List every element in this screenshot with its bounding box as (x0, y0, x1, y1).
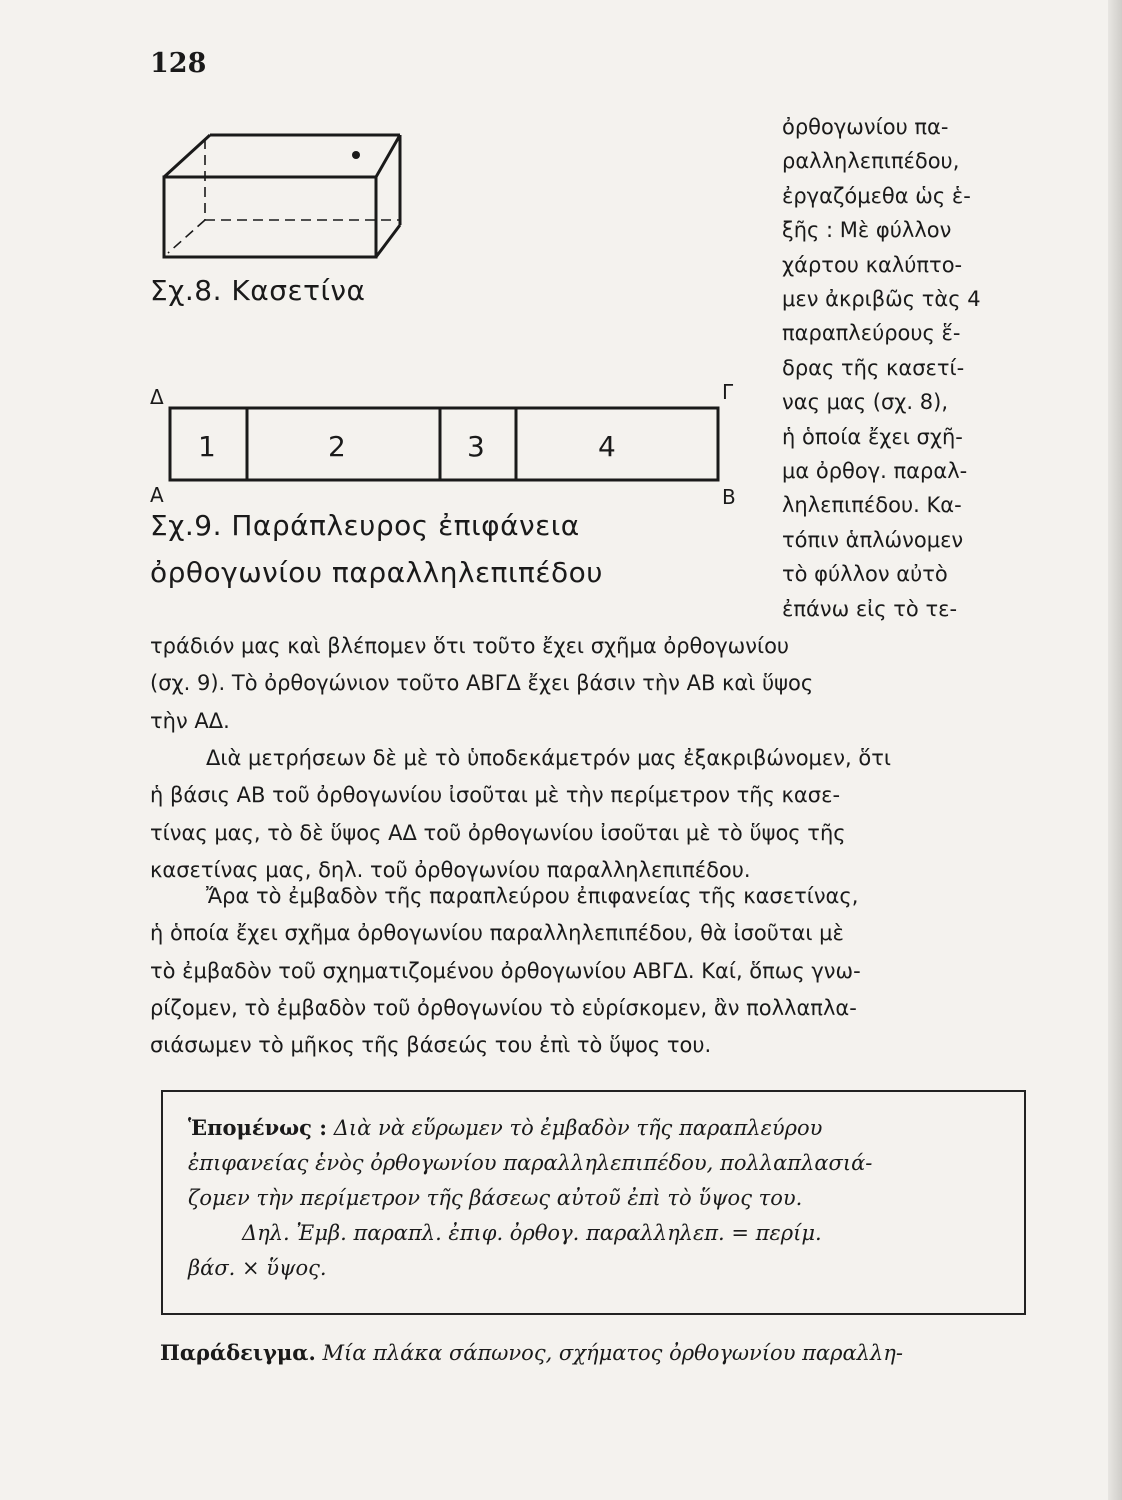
box-right-bottom-edge (376, 225, 400, 257)
text-line: ραλληλεπιπέδου, (782, 149, 960, 174)
text-line: ληλεπιπέδου. Κα- (782, 493, 962, 518)
example-text: Μία πλάκα σάπωνος, σχήματος ὀρθογωνίου παραλλη- (322, 1341, 903, 1365)
text-line: σιάσωμεν τὸ μῆκος τῆς βάσεώς του ἐπὶ τὸ ὕψος του. (150, 1033, 712, 1058)
cell-label-3: 3 (467, 430, 485, 463)
text-line: τράδιόν μας καὶ βλέπομεν ὅτι τοῦτο ἔχει σχῆμα ὀρθογωνίου (150, 634, 790, 658)
rule-line-4: Δηλ. Ἐμβ. παραπλ. ἐπιφ. ὀρθογ. παραλληλεπ. = περίμ. (242, 1221, 822, 1245)
label-d: Δ (150, 385, 164, 409)
text-line: νας μας (σχ. 8), (782, 390, 948, 415)
box-front-face (164, 177, 376, 257)
page-gutter-shadow (1108, 0, 1122, 1500)
label-b: Β (722, 485, 736, 509)
text-line: ἡ βάσις ΑΒ τοῦ ὀρθογωνίου ἰσοῦται μὲ τὴν περίμετρον τῆς κασε- (150, 783, 841, 808)
page-number: 128 (150, 48, 207, 79)
label-g: Γ (722, 380, 734, 404)
text-line: ἐργαζόμεθα ὡς ἑ- (782, 183, 971, 208)
text-line: κασετίνας μας, δηλ. τοῦ ὀρθογωνίου παραλληλεπιπέδου. (150, 857, 751, 882)
text-line: ἡ ὁποία ἔχει σχῆ- (782, 424, 963, 449)
rule-line-2: ἐπιφανείας ἑνὸς ὀρθογωνίου παραλληλεπιπέδου, πολλαπλασιά- (188, 1151, 873, 1175)
rule-line-1 (188, 1110, 872, 1146)
box-dot (352, 151, 360, 159)
cell-label-2: 2 (328, 430, 346, 463)
text-line: χάρτου καλύπτο- (782, 252, 963, 277)
example-lead: Παράδειγμα. (160, 1340, 316, 1365)
body-paragraph-2 (150, 740, 1030, 889)
text-line: Ἄρα τὸ ἐμβαδὸν τῆς παραπλεύρου ἐπιφανείας τῆς κασετίνας, (206, 884, 859, 908)
text-line: μεν ἀκριβῶς τὰς 4 (782, 287, 981, 312)
figure-8-caption: Σχ.8. Κασετίνα (150, 274, 366, 307)
box-top-right-edge (376, 135, 400, 177)
text-line: ἡ ὁποία ἔχει σχῆμα ὀρθογωνίου παραλληλεπιπέδου, θὰ ἰσοῦται μὲ (150, 921, 844, 946)
rule-line-5: βάσ. × ὕψος. (188, 1256, 327, 1280)
figure-8-box-drawing (150, 125, 420, 265)
text-line: δρας τῆς κασετί- (782, 355, 965, 380)
cell-label-4: 4 (598, 430, 616, 463)
figure-9-caption-line-1: Σχ.9. Παράπλευρος ἐπιφάνεια (150, 509, 580, 542)
box-top-left-edge (164, 135, 210, 177)
cell-label-1: 1 (198, 430, 216, 463)
rectangle-abgd (170, 408, 718, 480)
text-line: ρίζομεν, τὸ ἐμβαδὸν τοῦ ὀρθογωνίου τὸ εὑρίσκομεν, ἂν πολλαπλα- (150, 995, 857, 1020)
text-line: παραπλεύρους ἕ- (782, 321, 961, 346)
example-line (160, 1340, 903, 1365)
text-line: τίνας μας, τὸ δὲ ὕψος ΑΔ τοῦ ὀρθογωνίου ἰσοῦται μὲ τὸ ὕψος τῆς (150, 820, 846, 845)
rule-line-3: ζομεν τὴν περίμετρον τῆς βάσεως αὐτοῦ ἐπὶ τὸ ὕψος του. (188, 1186, 803, 1210)
text-line: μα ὀρθογ. παραλ- (782, 459, 968, 484)
rule-line-1-text: Διὰ νὰ εὕρωμεν τὸ ἐμβαδὸν τῆς παραπλεύρου (333, 1116, 823, 1140)
box-hidden-diagonal-edge (168, 220, 205, 253)
text-line: (σχ. 9). Τὸ ὀρθογώνιον τοῦτο ΑΒΓΔ ἔχει βάσιν τὴν ΑΒ καὶ ὕψος (150, 671, 814, 696)
text-line: ἐπάνω εἰς τὸ τε- (782, 596, 958, 621)
text-line: ξῆς : Μὲ φύλλον (782, 218, 952, 243)
text-line: τόπιν ἁπλώνομεν (782, 527, 964, 552)
rule-text (188, 1110, 872, 1286)
right-column-text (782, 110, 1052, 626)
text-line: τὸ φύλλον αὐτὸ (782, 562, 948, 587)
figure-9-unfolded-rectangle (150, 395, 740, 495)
text-line: ὀρθογωνίου πα- (782, 115, 949, 139)
body-paragraph-3 (150, 878, 1030, 1064)
text-line: τὴν ΑΔ. (150, 708, 230, 733)
text-line: τὸ ἐμβαδὸν τοῦ σχηματιζομένου ὀρθογωνίου ΑΒΓΔ. Καί, ὅπως γνω- (150, 958, 861, 983)
rule-lead: Ἑπομένως : (188, 1115, 328, 1140)
body-paragraph-1 (150, 628, 1030, 740)
figure-9-caption-line-2: ὀρθογωνίου παραλληλεπιπέδου (150, 556, 603, 589)
label-a: Α (150, 483, 164, 507)
text-line: Διὰ μετρήσεων δὲ μὲ τὸ ὑποδεκάμετρόν μας ἐξακριβώνομεν, ὅτι (206, 746, 891, 770)
